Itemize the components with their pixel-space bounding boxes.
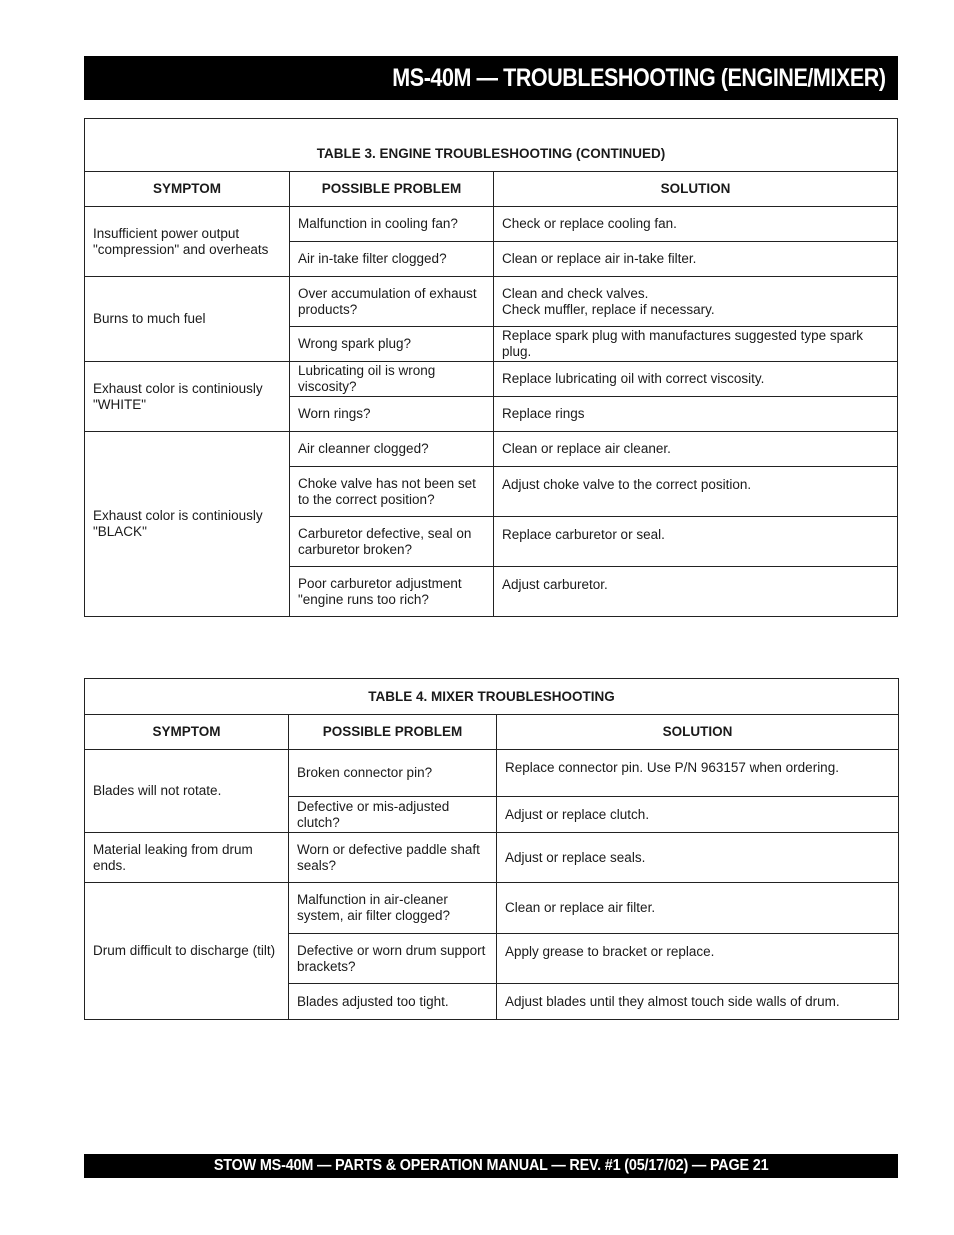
mixer-troubleshooting-table — [84, 678, 899, 1020]
problem-cell: Poor carburetor adjustment "engine runs too rich? — [290, 567, 494, 617]
symptom-cell: Burns to much fuel — [85, 277, 290, 362]
solution-cell: Replace carburetor or seal. — [494, 517, 898, 567]
table-row — [85, 207, 898, 242]
problem-cell: Air cleanner clogged? — [290, 432, 494, 467]
table-row — [85, 883, 899, 934]
solution-cell: Replace lubricating oil with correct viscosity. — [494, 362, 898, 397]
column-header-solution: SOLUTION — [494, 172, 898, 207]
engine-troubleshooting-table — [84, 118, 898, 617]
problem-cell: Lubricating oil is wrong viscosity? — [290, 362, 494, 397]
page-title: MS-40M — TROUBLESHOOTING (ENGINE/MIXER) — [392, 63, 886, 92]
solution-cell: Clean or replace air cleaner. — [494, 432, 898, 467]
solution-cell: Apply grease to bracket or replace. — [497, 934, 899, 984]
solution-cell: Replace connector pin. Use P/N 963157 when ordering. — [497, 750, 899, 797]
problem-cell: Defective or mis-adjusted clutch? — [289, 797, 497, 833]
page-header-bar — [84, 56, 898, 100]
solution-cell: Clean and check valves. Check muffler, replace if necessary. — [494, 277, 898, 327]
solution-cell: Adjust or replace seals. — [497, 833, 899, 883]
page-footer-bar — [84, 1154, 898, 1178]
solution-cell: Replace rings — [494, 397, 898, 432]
column-header-symptom: SYMPTOM — [85, 715, 289, 750]
problem-cell: Air in-take filter clogged? — [290, 242, 494, 277]
symptom-cell: Insufficient power output "compression" and overheats — [85, 207, 290, 277]
problem-cell: Worn rings? — [290, 397, 494, 432]
problem-cell: Over accumulation of exhaust products? — [290, 277, 494, 327]
problem-cell: Choke valve has not been set to the correct position? — [290, 467, 494, 517]
column-header-possible-problem: POSSIBLE PROBLEM — [289, 715, 497, 750]
solution-cell: Clean or replace air in-take filter. — [494, 242, 898, 277]
problem-cell: Worn or defective paddle shaft seals? — [289, 833, 497, 883]
table-caption: TABLE 4. MIXER TROUBLESHOOTING — [85, 679, 899, 715]
column-header-solution: SOLUTION — [497, 715, 899, 750]
symptom-cell: Material leaking from drum ends. — [85, 833, 289, 883]
symptom-cell: Exhaust color is continiously "BLACK" — [85, 432, 290, 617]
column-header-possible-problem: POSSIBLE PROBLEM — [290, 172, 494, 207]
solution-cell: Replace spark plug with manufactures suggested type spark plug. — [494, 327, 898, 362]
symptom-cell: Exhaust color is continiously "WHITE" — [85, 362, 290, 432]
symptom-cell: Drum difficult to discharge (tilt) — [85, 883, 289, 1020]
solution-cell: Adjust choke valve to the correct position. — [494, 467, 898, 517]
column-header-symptom: SYMPTOM — [85, 172, 290, 207]
solution-cell: Adjust blades until they almost touch side walls of drum. — [497, 984, 899, 1020]
table-caption: TABLE 3. ENGINE TROUBLESHOOTING (CONTINUED) — [85, 119, 898, 172]
page-footer-text: STOW MS-40M — PARTS & OPERATION MANUAL — REV. #1 (05/17/02) — PAGE 21 — [213, 1157, 769, 1174]
symptom-cell: Blades will not rotate. — [85, 750, 289, 833]
problem-cell: Defective or worn drum support brackets? — [289, 934, 497, 984]
problem-cell: Malfunction in air-cleaner system, air filter clogged? — [289, 883, 497, 934]
table-row — [85, 750, 899, 797]
solution-cell: Check or replace cooling fan. — [494, 207, 898, 242]
problem-cell: Broken connector pin? — [289, 750, 497, 797]
problem-cell: Carburetor defective, seal on carburetor broken? — [290, 517, 494, 567]
problem-cell: Wrong spark plug? — [290, 327, 494, 362]
solution-cell: Adjust carburetor. — [494, 567, 898, 617]
problem-cell: Blades adjusted too tight. — [289, 984, 497, 1020]
table-row — [85, 833, 899, 883]
table-row — [85, 362, 898, 397]
solution-cell: Clean or replace air filter. — [497, 883, 899, 934]
table-row — [85, 432, 898, 467]
table-row — [85, 277, 898, 327]
solution-cell: Adjust or replace clutch. — [497, 797, 899, 833]
problem-cell: Malfunction in cooling fan? — [290, 207, 494, 242]
